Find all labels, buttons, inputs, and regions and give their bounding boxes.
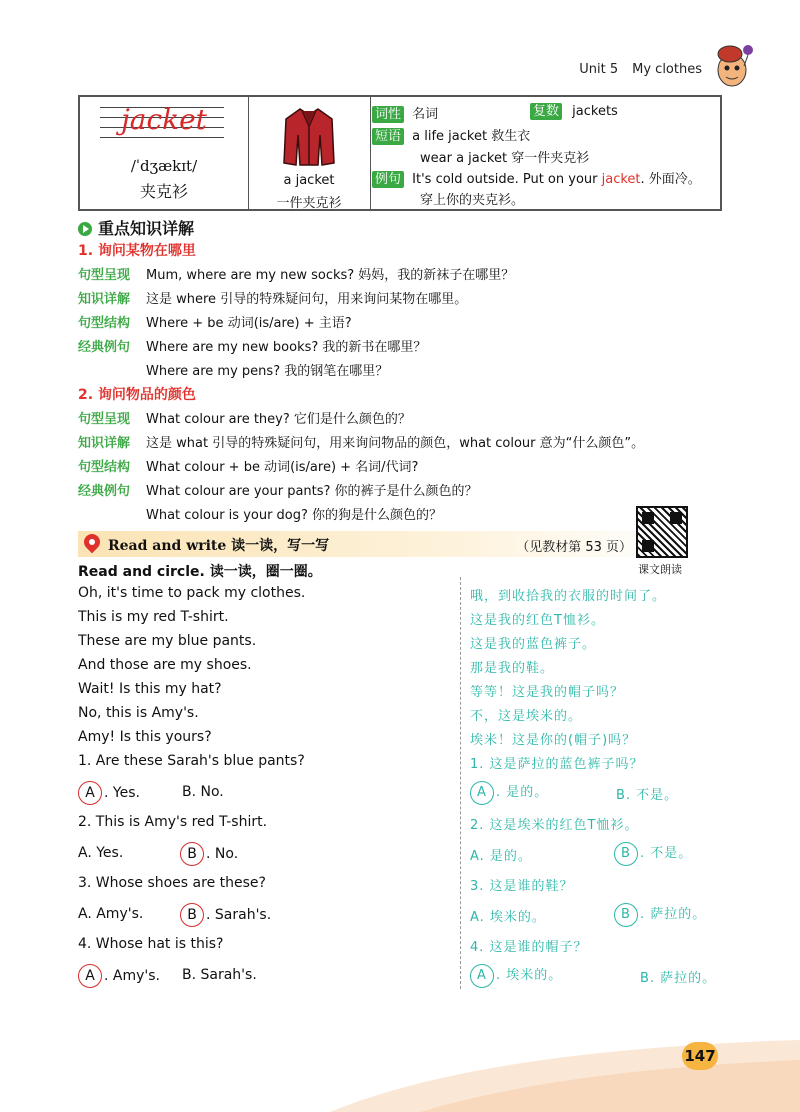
translation-line: 不，这是埃米的。: [470, 709, 583, 724]
translation-line: 埃米！这是你的(帽子)吗？: [470, 733, 637, 748]
picture-caption-cn: 一件夹克衫: [276, 196, 342, 211]
phrase-2: wear a jacket 穿一件夹克衫: [420, 151, 590, 166]
q4-option-a-cn: A . 埃米的。: [470, 964, 562, 988]
point2-heading: 2. 询问物品的颜色: [78, 387, 196, 403]
footer-wave-decoration: [0, 1040, 800, 1112]
vocab-word: jacket: [121, 103, 207, 136]
vocab-card: [78, 95, 722, 211]
q4-option-b: B. Sarah's.: [182, 967, 257, 983]
page-number: 147: [682, 1042, 718, 1070]
point1-text5: Where are my pens? 我的钢笔在哪里？: [146, 364, 389, 379]
example-row: [372, 168, 701, 188]
plural-row: [530, 103, 618, 120]
point1-label1: 句型呈现: [78, 268, 131, 283]
translation-line: 那是我的鞋。: [470, 661, 555, 676]
point2-text2: 这是 what 引导的特殊疑问句，用来询问物品的颜色，what colour 意为“什么颜色”。: [146, 436, 645, 451]
qr-label: 课文朗读: [638, 563, 682, 576]
example-c: 穿上你的夹克衫。: [420, 193, 525, 208]
question-1-cn: 1. 这是萨拉的蓝色裤子吗？: [470, 757, 644, 772]
vocab-word-cell: [80, 97, 249, 209]
point1-text1: Mum, where are my new socks? 妈妈，我的新袜子在哪里？: [146, 268, 515, 283]
plural-value: jackets: [572, 104, 618, 119]
picture-caption-en: a jacket: [283, 173, 335, 188]
q4-option-a: A . Amy's.: [78, 964, 160, 988]
phrase-tag: 短语: [372, 128, 404, 145]
example-tag: 例句: [372, 171, 404, 188]
point2-label4: 经典例句: [78, 484, 131, 499]
read-write-banner: [78, 531, 682, 557]
column-divider: [460, 577, 461, 989]
point2-label2: 知识详解: [78, 436, 131, 451]
question-2-cn: 2. 这是埃米的红色T恤衫。: [470, 818, 639, 833]
passage-line: Wait! Is this my hat?: [78, 681, 222, 697]
mascot-icon: [710, 40, 754, 92]
translation-line: 这是我的蓝色裤子。: [470, 637, 597, 652]
passage-line: And those are my shoes.: [78, 657, 252, 673]
vocab-picture-cell: [248, 97, 371, 209]
point2-text3: What colour + be 动词(is/are) + 名词/代词?: [146, 460, 419, 475]
passage-line: Oh, it's time to pack my clothes.: [78, 585, 306, 601]
q1-option-b-cn: B. 不是。: [616, 788, 679, 803]
location-pin-icon: [81, 531, 104, 554]
translation-line: 哦，到收拾我的衣服的时间了。: [470, 589, 667, 604]
phrase-1: a life jacket 救生衣: [412, 129, 531, 144]
point1-text4: Where are my new books? 我的新书在哪里？: [146, 340, 427, 355]
point2-text5: What colour is your dog? 你的狗是什么颜色的？: [146, 508, 443, 523]
q2-option-a-cn: A. 是的。: [470, 849, 532, 864]
phrase-row: [372, 125, 530, 145]
question-3-cn: 3. 这是谁的鞋？: [470, 879, 574, 894]
q4-option-b-cn: B. 萨拉的。: [640, 971, 717, 986]
passage-line: This is my red T-shirt.: [78, 609, 229, 625]
point2-text1: What colour are they? 它们是什么颜色的？: [146, 412, 411, 427]
q1-option-a-cn: A . 是的。: [470, 781, 548, 805]
pos-tag: 词性: [372, 106, 404, 123]
q3-option-a-cn: A. 埃米的。: [470, 910, 546, 925]
textbook-reference: （见教材第 53 页）: [516, 540, 632, 555]
q1-option-a: A . Yes.: [78, 781, 140, 805]
q2-option-a: A. Yes.: [78, 845, 124, 861]
pos-row: [372, 103, 438, 123]
q3-option-a: A. Amy's.: [78, 906, 144, 922]
passage-line: Amy! Is this yours?: [78, 729, 212, 745]
point2-text4: What colour are your pants? 你的裤子是什么颜色的？: [146, 484, 478, 499]
play-icon: [78, 222, 92, 236]
vocab-detail-cell: [370, 97, 720, 209]
unit-label: Unit 5: [579, 62, 619, 77]
point1-text3: Where + be 动词(is/are) + 主语?: [146, 316, 352, 331]
passage-line: These are my blue pants.: [78, 633, 257, 649]
example-b: . 外面冷。: [640, 172, 701, 187]
question-1: 1. Are these Sarah's blue pants?: [78, 753, 305, 769]
translation-line: 这是我的红色T恤衫。: [470, 613, 605, 628]
point1-label2: 知识详解: [78, 292, 131, 307]
unit-header: [565, 62, 702, 77]
read-write-title: Read and write 读一读，写一写: [108, 538, 330, 554]
plural-tag: 复数: [530, 103, 562, 120]
qr-code-icon[interactable]: [636, 506, 688, 558]
q3-option-b-cn: B . 萨拉的。: [614, 903, 706, 927]
point2-label1: 句型呈现: [78, 412, 131, 427]
example-a: It's cold outside. Put on your: [412, 172, 602, 187]
passage-line: No, this is Amy's.: [78, 705, 199, 721]
read-circle-subtitle: Read and circle. 读一读，圈一圈。: [78, 564, 322, 580]
q3-option-b: B . Sarah's.: [180, 903, 271, 927]
point1-label3: 句型结构: [78, 316, 131, 331]
pos-value: 名词: [412, 107, 439, 122]
unit-title: My clothes: [632, 62, 702, 77]
question-3: 3. Whose shoes are these?: [78, 875, 266, 891]
q1-option-b: B. No.: [182, 784, 224, 800]
jacket-icon: [282, 105, 336, 169]
question-2: 2. This is Amy's red T-shirt.: [78, 814, 268, 830]
point1-text2: 这是 where 引导的特殊疑问句，用来询问某物在哪里。: [146, 292, 468, 307]
point1-heading: 1. 询问某物在哪里: [78, 243, 196, 259]
q2-option-b-cn: B . 不是。: [614, 842, 692, 866]
vocab-meaning: 夹克衫: [139, 182, 188, 201]
q2-option-b: B . No.: [180, 842, 238, 866]
point1-label4: 经典例句: [78, 340, 131, 355]
vocab-phonetic: /ˈdʒækɪt/: [130, 157, 198, 175]
knowledge-title: 重点知识详解: [78, 216, 194, 239]
question-4-cn: 4. 这是谁的帽子？: [470, 940, 588, 955]
example-highlight: jacket: [601, 172, 641, 187]
question-4: 4. Whose hat is this?: [78, 936, 224, 952]
point2-label3: 句型结构: [78, 460, 131, 475]
translation-line: 等等！这是我的帽子吗？: [470, 685, 625, 700]
